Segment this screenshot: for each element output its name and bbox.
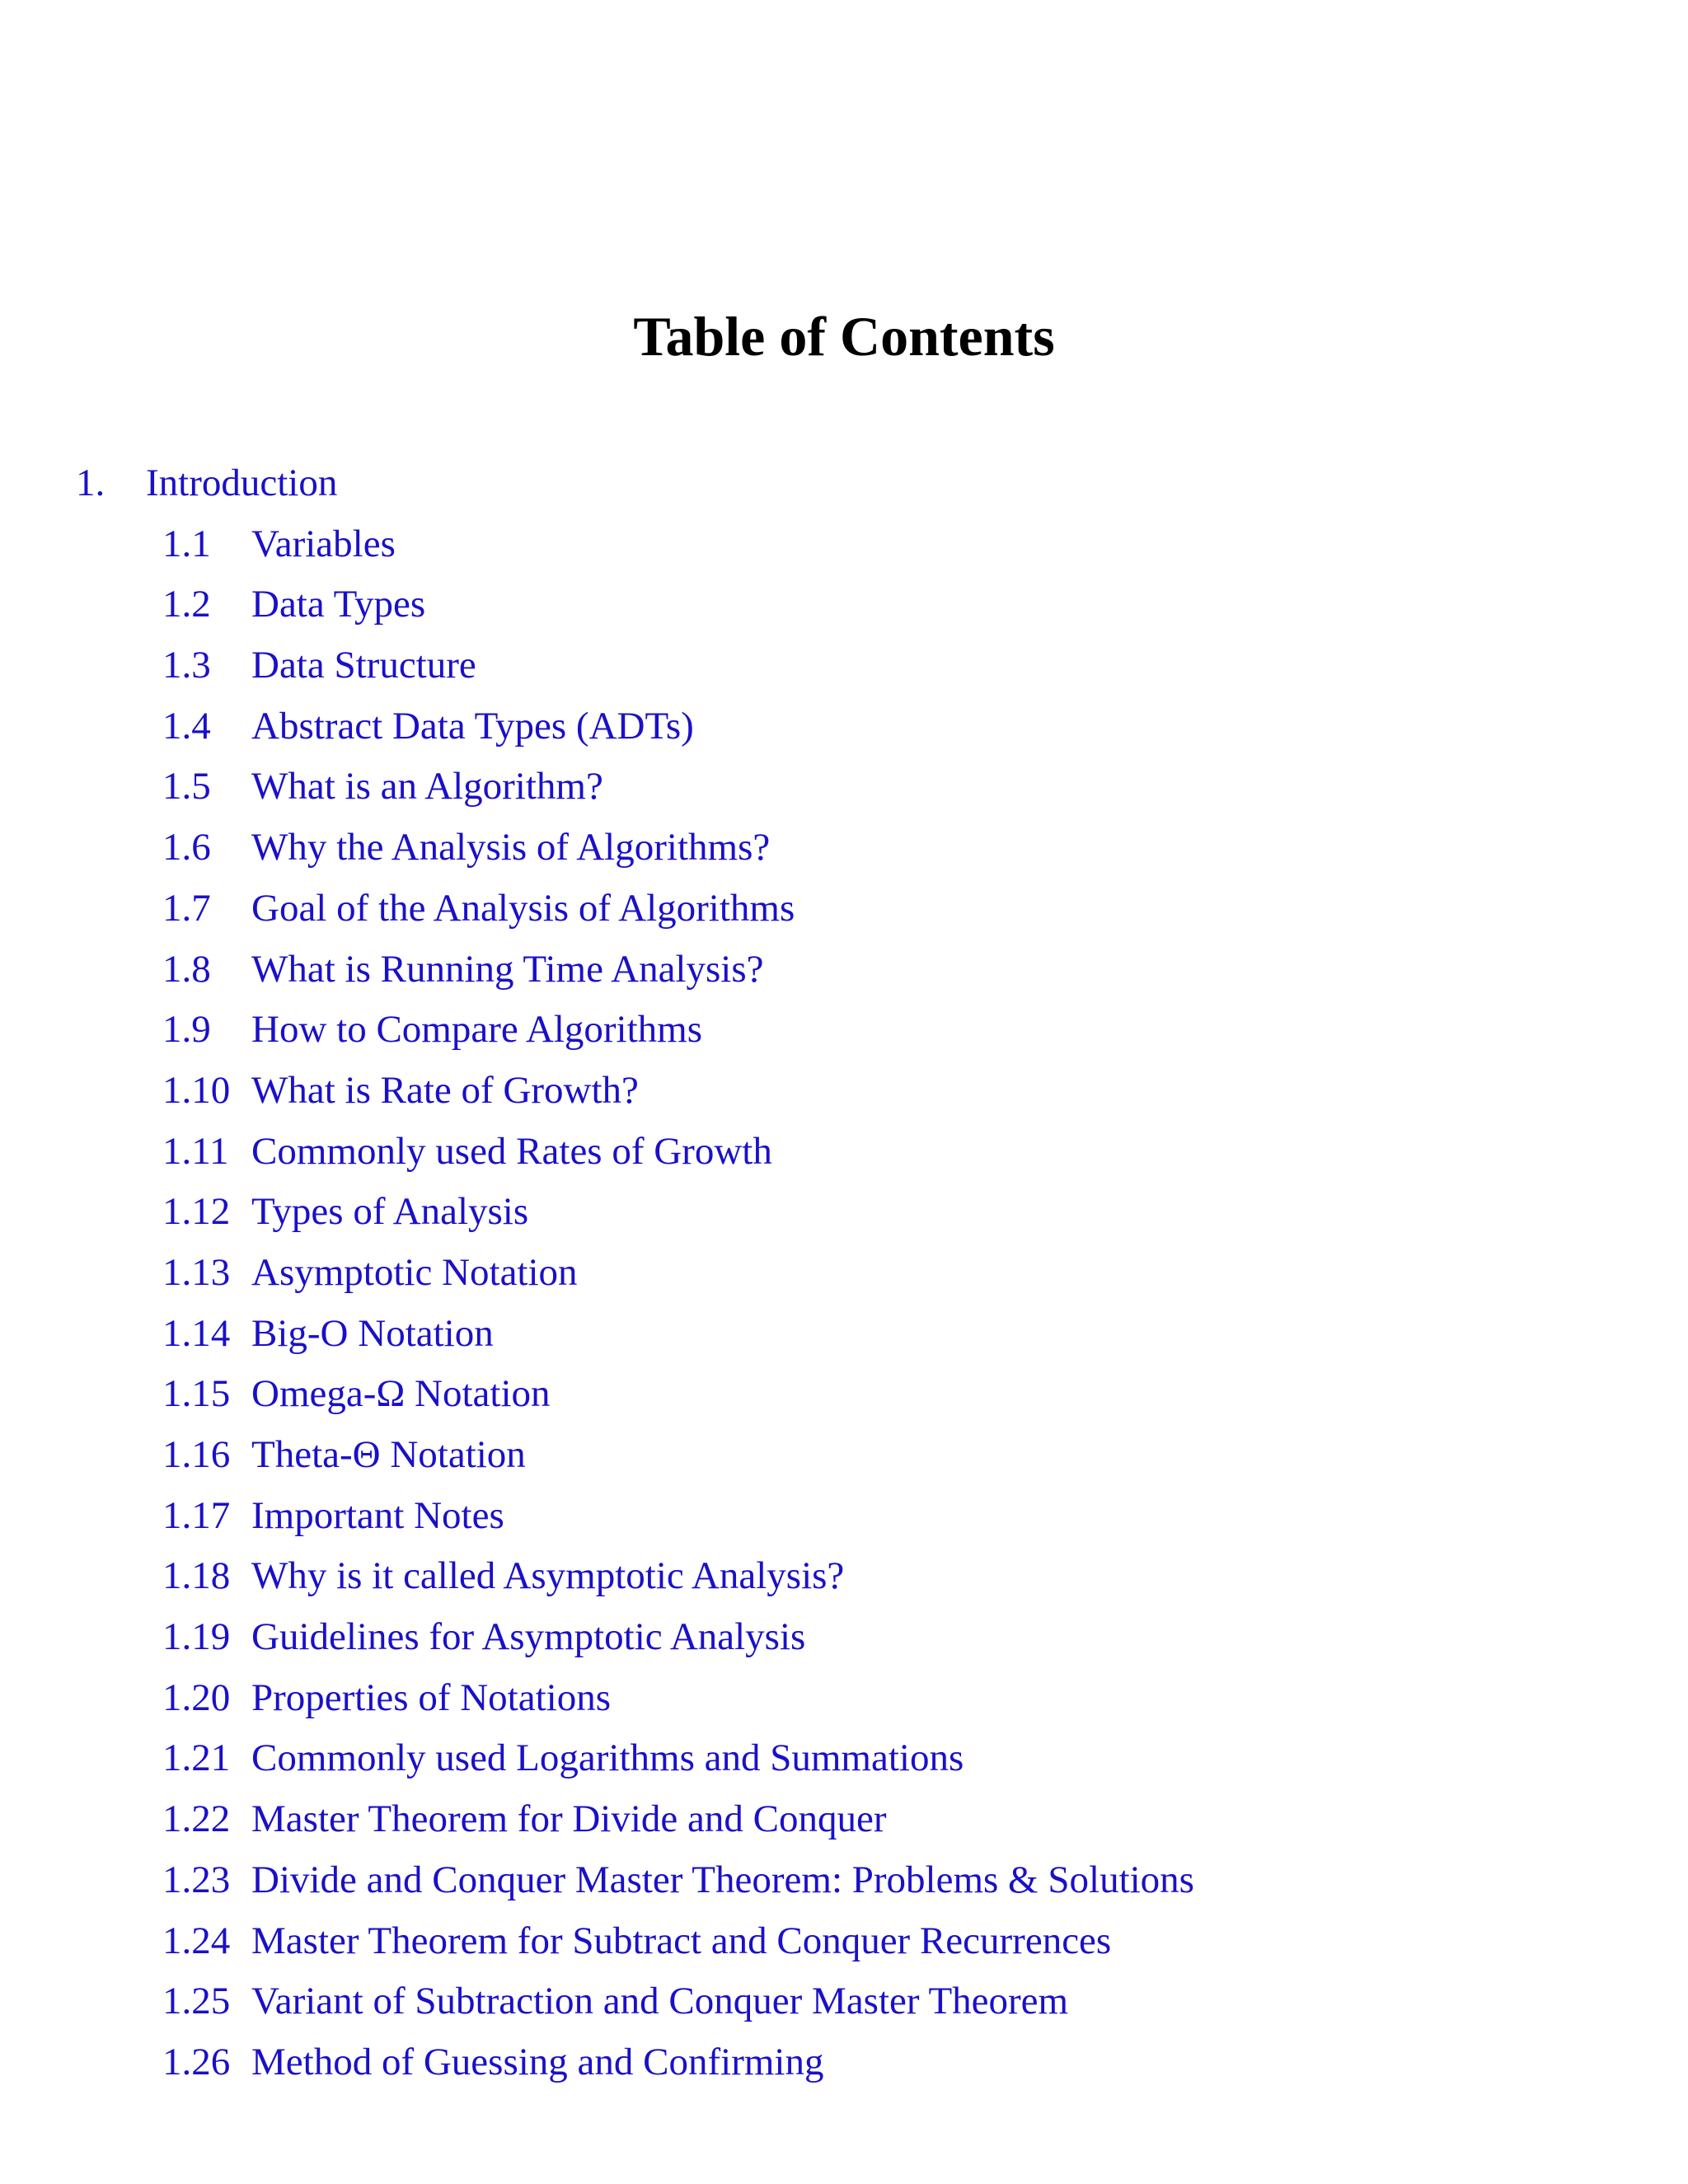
toc-section-label: Data Structure bbox=[251, 644, 476, 687]
toc-section-number: 1.21 bbox=[162, 1736, 231, 1780]
toc-section-number: 1.19 bbox=[162, 1615, 231, 1659]
toc-section-item[interactable] bbox=[0, 574, 1688, 635]
toc-section-label: What is Rate of Growth? bbox=[251, 1068, 639, 1112]
toc-section-label: Theta-Θ Notation bbox=[251, 1433, 526, 1476]
toc-chapter-number: 1. bbox=[76, 462, 106, 504]
toc-section-label: How to Compare Algorithms bbox=[251, 1008, 702, 1052]
toc-section-label: Commonly used Logarithms and Summations bbox=[251, 1736, 964, 1780]
toc-section-item[interactable] bbox=[0, 1425, 1688, 1486]
toc-section-number: 1.1 bbox=[162, 522, 211, 565]
toc-section-label: Types of Analysis bbox=[251, 1190, 529, 1234]
toc-section-item[interactable] bbox=[0, 1607, 1688, 1668]
toc-chapter-label: Introduction bbox=[146, 462, 338, 504]
toc-section-item[interactable] bbox=[0, 1122, 1688, 1183]
toc-section-number: 1.4 bbox=[162, 704, 211, 748]
toc-section-number: 1.20 bbox=[162, 1675, 231, 1719]
toc-section-label: Divide and Conquer Master Theorem: Problems & Solutions bbox=[251, 1858, 1194, 1901]
toc-section-label: Important Notes bbox=[251, 1493, 504, 1537]
toc-section-label: Method of Guessing and Confirming bbox=[251, 2040, 824, 2083]
toc-section-label: Goal of the Analysis of Algorithms bbox=[251, 886, 795, 930]
toc-section-number: 1.8 bbox=[162, 947, 211, 991]
toc-section-label: Why is it called Asymptotic Analysis? bbox=[251, 1554, 845, 1598]
toc-section-label: What is an Algorithm? bbox=[251, 765, 603, 808]
toc-chapter-item[interactable] bbox=[0, 453, 1688, 514]
toc-section-item[interactable] bbox=[0, 2032, 1688, 2093]
toc-section-item[interactable] bbox=[0, 1061, 1688, 1122]
toc-section-number: 1.9 bbox=[162, 1008, 211, 1052]
toc-section-number: 1.25 bbox=[162, 1980, 231, 2023]
toc-section-label: What is Running Time Analysis? bbox=[251, 947, 764, 991]
toc-section-number: 1.23 bbox=[162, 1858, 231, 1901]
toc-section-number: 1.10 bbox=[162, 1068, 231, 1112]
toc-section-item[interactable] bbox=[0, 879, 1688, 940]
toc-section-number: 1.15 bbox=[162, 1372, 231, 1416]
toc-section-number: 1.16 bbox=[162, 1433, 231, 1476]
toc-section-item[interactable] bbox=[0, 818, 1688, 879]
page-title: Table of Contents bbox=[633, 305, 1055, 368]
toc-section-label: Commonly used Rates of Growth bbox=[251, 1129, 772, 1173]
toc-section-item[interactable] bbox=[0, 1971, 1688, 2032]
toc-section-label: Master Theorem for Subtract and Conquer Recurrences bbox=[251, 1919, 1112, 1962]
toc-section-item[interactable] bbox=[0, 1789, 1688, 1850]
toc-section-number: 1.5 bbox=[162, 765, 211, 808]
toc-section-item[interactable] bbox=[0, 1304, 1688, 1365]
toc-section-number: 1.6 bbox=[162, 826, 211, 869]
toc-section-item[interactable] bbox=[0, 1364, 1688, 1425]
toc-section-item[interactable] bbox=[0, 1728, 1688, 1789]
toc-section-label: Variant of Subtraction and Conquer Master Theorem bbox=[251, 1980, 1069, 2023]
toc-section-item[interactable] bbox=[0, 1668, 1688, 1729]
toc-section-number: 1.3 bbox=[162, 644, 211, 687]
toc-section-number: 1.2 bbox=[162, 583, 211, 626]
toc-section-number: 1.22 bbox=[162, 1797, 231, 1841]
toc-section-item[interactable] bbox=[0, 1911, 1688, 1972]
toc-section-label: Master Theorem for Divide and Conquer bbox=[251, 1797, 887, 1841]
toc-section-number: 1.18 bbox=[162, 1554, 231, 1598]
toc-section-number: 1.24 bbox=[162, 1919, 231, 1962]
toc-section-item[interactable] bbox=[0, 635, 1688, 696]
toc-section-item[interactable] bbox=[0, 1546, 1688, 1607]
toc-section-item[interactable] bbox=[0, 514, 1688, 575]
toc-section-label: Properties of Notations bbox=[251, 1675, 611, 1719]
toc-section-item[interactable] bbox=[0, 1850, 1688, 1911]
toc-section-number: 1.7 bbox=[162, 886, 211, 930]
toc-section-item[interactable] bbox=[0, 757, 1688, 818]
toc-section-item[interactable] bbox=[0, 1000, 1688, 1061]
toc-section-label: Data Types bbox=[251, 583, 426, 626]
toc-section-label: Asymptotic Notation bbox=[251, 1250, 578, 1294]
toc-section-item[interactable] bbox=[0, 1243, 1688, 1304]
toc-section-label: Abstract Data Types (ADTs) bbox=[251, 704, 694, 748]
toc-section-item[interactable] bbox=[0, 696, 1688, 757]
toc-section-item[interactable] bbox=[0, 1182, 1688, 1243]
toc-section-label: Variables bbox=[251, 522, 396, 565]
toc-section-number: 1.12 bbox=[162, 1190, 231, 1234]
toc-section-label: Omega-Ω Notation bbox=[251, 1372, 551, 1416]
toc-section-number: 1.13 bbox=[162, 1250, 231, 1294]
toc-section-number: 1.11 bbox=[162, 1129, 229, 1173]
toc-section-label: Why the Analysis of Algorithms? bbox=[251, 826, 771, 869]
toc-section-number: 1.26 bbox=[162, 2040, 231, 2083]
toc-section-label: Guidelines for Asymptotic Analysis bbox=[251, 1615, 806, 1659]
toc-section-item[interactable] bbox=[0, 940, 1688, 1001]
toc-list bbox=[0, 453, 1688, 2093]
toc-section-item[interactable] bbox=[0, 1486, 1688, 1547]
toc-section-number: 1.14 bbox=[162, 1311, 231, 1355]
toc-section-label: Big-O Notation bbox=[251, 1311, 494, 1355]
toc-section-number: 1.17 bbox=[162, 1493, 231, 1537]
